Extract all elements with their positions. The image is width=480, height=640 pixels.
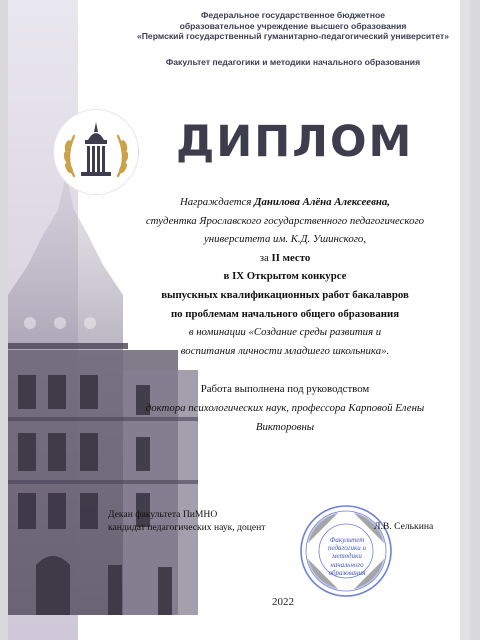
- stamp-line: педагогики и: [328, 544, 366, 553]
- place: II место: [271, 251, 311, 264]
- supervisor-line: доктора психологических наук, профессора Карповой Елены: [145, 401, 425, 414]
- nomination-line: воспитания личности младшего школьника».: [180, 344, 390, 357]
- nomination-line: в номинации «Создание среды развития и: [188, 326, 382, 339]
- university-line: университета им. К.Д. Ушинского,: [203, 233, 367, 246]
- award-text: [120, 193, 450, 360]
- contest-line: выпускных квалификационных работ бакалавров: [161, 288, 409, 301]
- university-logo: [54, 110, 138, 194]
- contest-line: в IX Открытом конкурсе: [223, 270, 347, 283]
- supervision-text: [120, 380, 450, 436]
- stamp-line: Факультет: [329, 536, 365, 544]
- recipient-name: Данилова Алёна Алексеевна,: [254, 196, 390, 208]
- stamp-line: методики: [332, 552, 362, 561]
- header-line: образовательное учреждение высшего образования: [179, 20, 407, 31]
- student-line: студентка Ярославского государственного педагогического: [145, 214, 425, 227]
- header-line: Федеральное государственное бюджетное: [201, 10, 385, 20]
- awarded-prefix: Награждается: [179, 196, 255, 208]
- dean-degree: кандидат педагогических наук, доцент: [108, 521, 266, 533]
- year: 2022: [272, 596, 294, 608]
- logo-emblem-icon: [54, 110, 138, 194]
- diploma-title: ДИПЛОМ: [176, 117, 414, 167]
- university-header: [118, 10, 468, 42]
- signer-name: Л.В. Селькина: [374, 521, 434, 532]
- supervision-line: Работа выполнена под руководством: [200, 383, 370, 395]
- dean-title: Декан факультета ПиМНО: [108, 509, 218, 520]
- faculty-name: Факультет педагогики и методики начального образования: [165, 57, 421, 67]
- place-prefix: за: [259, 251, 272, 264]
- header-line: «Пермский государственный гуманитарно-педагогический университет»: [136, 31, 450, 41]
- stamp-text: [321, 536, 373, 577]
- stamp-line: образования: [328, 568, 366, 577]
- stamp-line: начального: [330, 560, 364, 569]
- page-edge: [460, 0, 470, 640]
- supervisor-line: Викторовны: [255, 420, 315, 433]
- dean-block: [108, 509, 266, 534]
- contest-line: по проблемам начального общего образования: [170, 307, 400, 320]
- diploma-page: [8, 0, 470, 640]
